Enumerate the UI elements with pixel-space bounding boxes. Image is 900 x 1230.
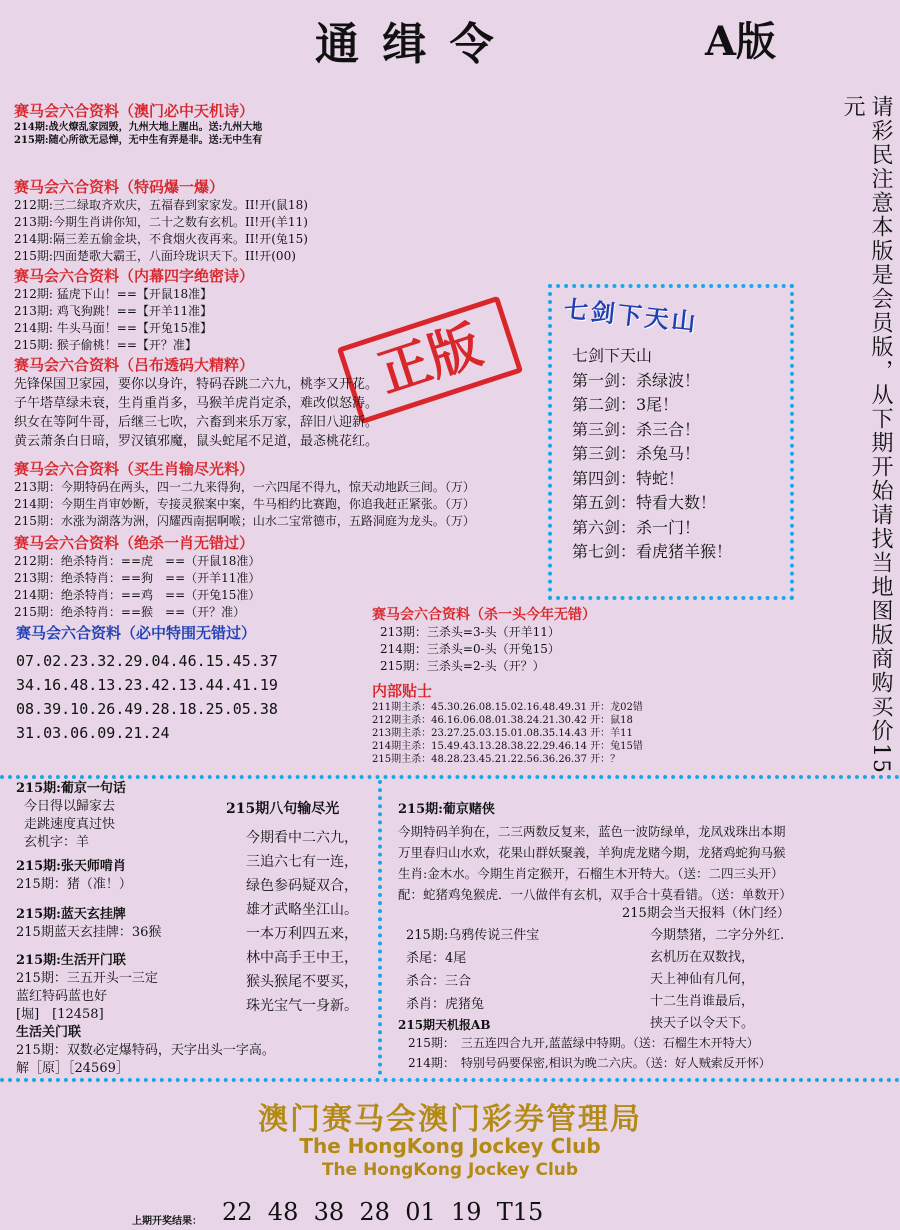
list-item: 杀肖：虎猪兔 — [406, 997, 485, 1012]
list-item: 第二剑：3尾！ — [572, 395, 679, 414]
list-item: 挟天子以令天下。 — [650, 1016, 755, 1031]
list-item: 215期主杀：48.28.23.45.21.22.56.36.26.37 开：？ — [372, 754, 621, 765]
section-zodiac-lose — [14, 458, 475, 530]
section-special-code — [14, 176, 308, 265]
list-item: 214期主杀：15.49.43.13.28.38.22.29.46.14 开：兔15错 — [372, 741, 643, 752]
list-item: 解［原］［24569］ — [16, 1061, 129, 1076]
column-crow — [406, 924, 539, 1016]
section-title: 内部贴士 — [372, 682, 433, 700]
result-label: 上期开奖结果： — [132, 1216, 202, 1227]
footer-org: 澳门赛马会澳门彩券管理局 — [258, 1102, 642, 1137]
list-item: 雄才武略坐江山。 — [246, 902, 358, 918]
section-title: 赛马会六合资料（内幕四字绝密诗） — [14, 267, 255, 285]
list-item: 珠光宝气一身新。 — [246, 998, 358, 1014]
list-item: 今日得以歸家去 — [24, 799, 116, 814]
seven-swords-box — [548, 284, 794, 600]
section-lvbu-code — [14, 354, 378, 451]
list-item: 215期：双数必定爆特码，天字出头一字高。 — [16, 1043, 275, 1058]
list-item: 215期: 猴子偷桃！==【开？准】 — [14, 338, 197, 352]
list-item: 配：蛇猪鸡兔猴虎．一八做伴有玄机，双手合十莫看错。（送：单数开） — [398, 887, 792, 902]
list-item: 黄云萧条白日暗，罗汉镇邪魔，鼠头蛇尾不足道，最忞桃花红。 — [14, 434, 379, 449]
list-item: 212期: 猛虎下山！==【开鼠18准】 — [14, 287, 213, 301]
number-row: 08.39.10.26.49.28.18.25.05.38 — [16, 700, 278, 718]
footer-english-1: The HongKong Jockey Club — [299, 1134, 601, 1158]
genuine-stamp: 正版 — [337, 296, 523, 425]
column-gambler — [398, 798, 792, 905]
list-item: 213期：绝杀特肖：==狗 ==（开羊11准） — [14, 571, 261, 585]
list-item: 一本万利四五来， — [246, 926, 358, 942]
section-title: 215期会当天报料（休门经） — [622, 906, 790, 921]
list-item: 213期：三杀头=3-头（开羊11） — [380, 625, 560, 639]
section-four-word-poem — [14, 265, 254, 354]
list-item: 211期主杀：45.30.26.08.15.02.16.48.49.31 开：龙02错 — [372, 702, 643, 713]
list-item: 走跳速度真过快 — [24, 817, 116, 832]
list-item: 214期:战火燎乱家园毁，九州大地上腥出。送:九州大地 — [14, 122, 263, 133]
divider — [378, 780, 382, 1075]
section-title: 赛马会六合资料（绝杀一肖无错过） — [14, 534, 255, 552]
list-item: 今期看中二六九， — [246, 830, 358, 846]
section-title: 赛马会六合资料（特码爆一爆） — [14, 178, 225, 196]
section-title: 215期:葡京赌侠 — [398, 802, 495, 817]
list-item: 杀合：三合 — [406, 974, 472, 989]
list-item: 214期： 特别号码要保密,相识为晚二六庆。（送：好人贼索反开怀） — [408, 1056, 771, 1070]
list-item: 213期主杀：23.27.25.03.15.01.08.35.14.43 开：羊11 — [372, 728, 633, 739]
section-title: 赛马会六合资料（买生肖输尽光料） — [14, 460, 255, 478]
list-item: 215期:生活开门联 — [16, 953, 126, 968]
section-kill-zodiac — [14, 532, 260, 621]
footer-english-2: The HongKong Jockey Club — [321, 1160, 579, 1180]
section-title: 赛马会六合资料（吕布透码大精粹） — [14, 356, 255, 374]
section-title: 赛马会六合资料（澳门必中天机诗） — [14, 102, 255, 120]
section-title: 215期天机报AB — [398, 1018, 491, 1032]
list-item: 生活关门联 — [16, 1025, 82, 1040]
list-item: 215期蓝天玄挂牌：36猴 — [16, 925, 162, 940]
list-item: 215期：绝杀特肖：==猴 ==（开？准） — [14, 605, 246, 619]
column-eight-lines — [226, 798, 358, 1018]
result-numbers: 22 48 38 28 01 19 T15 — [222, 1198, 544, 1226]
section-kill-head — [372, 604, 596, 675]
list-item: 万里春归山水欢，花果山群妖聚義，羊狗虎龙赌今期，龙猪鸡蛇狗马猴 — [398, 845, 786, 860]
list-item: 214期:隔三差五偷金块，不食烟火夜再来。II!开(兔15) — [14, 232, 308, 246]
list-item: 215期:随心所欲无忌惮，无中生有弄是非。送:无中生有 — [14, 135, 263, 146]
number-row: 34.16.48.13.23.42.13.44.41.19 — [16, 676, 278, 694]
list-item: 215期:张天师啃肖 — [16, 859, 126, 874]
list-item: 今期特码羊狗在，二三两数反复来，蓝色一波防绿单，龙凤戏珠出本期 — [398, 824, 786, 839]
section-title: 215期八句输尽光 — [226, 801, 340, 817]
list-item: 天上神仙有几何， — [650, 972, 755, 987]
list-item: 215期:葡京一句话 — [16, 781, 126, 796]
list-item: 215期：三五开头一三定 — [16, 971, 158, 986]
section-tianji-poem — [14, 100, 262, 147]
number-row: 31.03.06.09.21.24 — [16, 724, 170, 742]
list-item: 213期：今期特码在两头，四一二九来得狗，一六四尾不得九，惊天动地跃三间。（万） — [14, 480, 475, 494]
list-item: 第七剑：看虎猪羊猴！ — [572, 542, 733, 561]
list-item: 今期禁猪，二字分外红. — [650, 928, 785, 943]
list-item: 212期：绝杀特肖：==虎 ==（开鼠18准） — [14, 554, 261, 568]
list-item: 215期： 三五连四合九开,蓝蓝绿中特期。（送：石榴生木开特大） — [408, 1036, 759, 1050]
list-item: 214期: 牛头马面！==【开兔15准】 — [14, 321, 213, 335]
column-ab — [398, 1016, 771, 1073]
section-title: 215期:乌鸦传说三件宝 — [406, 928, 540, 943]
section-title: 赛马会六合资料（杀一头今年无错） — [372, 607, 596, 623]
list-item: 213期:今期生肖讲你知，二十之数有玄机。II!开(羊11) — [14, 215, 308, 229]
list-item: 第三剑：杀三合！ — [572, 419, 701, 439]
edition-label: A版 — [705, 18, 777, 65]
list-item: 生肖:金木水。今期生肖定猴开，石榴生木开特大。（送：二四三头开） — [398, 866, 784, 881]
list-item: 212期:三二绿取齐欢庆，五福春到家家发。II!开(鼠18) — [14, 198, 308, 212]
list-item: 第一剑：杀绿波！ — [572, 370, 701, 390]
list-item: 蓝红特码蓝也好 — [16, 989, 108, 1004]
list-item: 林中高手王中王， — [246, 950, 358, 966]
list-item: 第五剑：特看大数！ — [572, 493, 717, 512]
list-item: 215期：水涨为湖落为洲，闪耀西南据啊喉；山水二宝常德市，五路洞庭为龙头。（万） — [14, 514, 475, 528]
divider — [0, 1078, 900, 1082]
list-item: 猴头猴尾不要买， — [246, 974, 358, 990]
section-inside-tips — [372, 680, 643, 766]
number-row: 07.02.23.32.29.04.46.15.45.37 — [16, 652, 278, 670]
list-item: 玄机字：羊 — [24, 835, 90, 850]
list-item: 第四剑：特蛇！ — [572, 468, 685, 488]
list-item: 织女在等阿牛哥，后继三七吹，六畜到来乐万家，辞旧八迎新。 — [14, 415, 379, 430]
header-title: 通 缉 令 — [315, 19, 498, 70]
list-item: 212期主杀：46.16.06.08.01.38.24.21.30.42 开：鼠18 — [372, 715, 633, 726]
list-item: 213期: 鸡飞狗跳！==【开羊11准】 — [14, 304, 213, 318]
list-item: 第六剑：杀一门！ — [572, 517, 701, 537]
list-item: 先锋保国卫家园，要你以身许，特码吞跳二六九，桃李又开花。 — [14, 377, 379, 392]
seven-swords-banner: 七剑下天山 — [562, 294, 700, 337]
list-item: 214期：绝杀特肖：==鸡 ==（开兔15准） — [14, 588, 261, 602]
list-item: [堀] [12458] — [16, 1007, 104, 1022]
list-item: 七剑下天山 — [572, 346, 653, 365]
list-item: 绿色参码疑双合， — [246, 878, 358, 894]
list-item: 十二生肖谁最后， — [650, 994, 755, 1009]
section-title: 赛马会六合资料（必中特围无错过） — [16, 624, 257, 642]
list-item: 215期:四面楚歌大霸王，八面玲珑识天下。II!开(00) — [14, 249, 296, 263]
list-item: 215期：三杀头=2-头（开？） — [380, 659, 545, 673]
list-item: 214期：三杀头=0-头（开兔15） — [380, 642, 560, 656]
list-item: 玄机历在双数找， — [650, 950, 755, 965]
notice-vertical: 请彩民注意本版是会员版，从下期开始请找当地图版商购买价15元 — [840, 95, 893, 775]
section-special-range — [16, 622, 278, 745]
list-item: 子午塔草绿未衰，生肖重肖多，马猴羊虎肖定杀，难改似怒涛。 — [14, 396, 379, 411]
list-item: 214期：今期生肖审妙断，专接灵猴案中案，牛马相约比赛跑，你追我赶正紧张。（万） — [14, 497, 475, 511]
list-item: 三追六七有一连， — [246, 854, 358, 870]
list-item: 215期:蓝天玄挂牌 — [16, 907, 126, 922]
divider — [0, 775, 900, 779]
list-item: 第三剑：杀兔马！ — [572, 444, 701, 463]
list-item: 杀尾：4尾 — [406, 951, 467, 966]
list-item: 215期：猪（准！） — [16, 877, 132, 892]
